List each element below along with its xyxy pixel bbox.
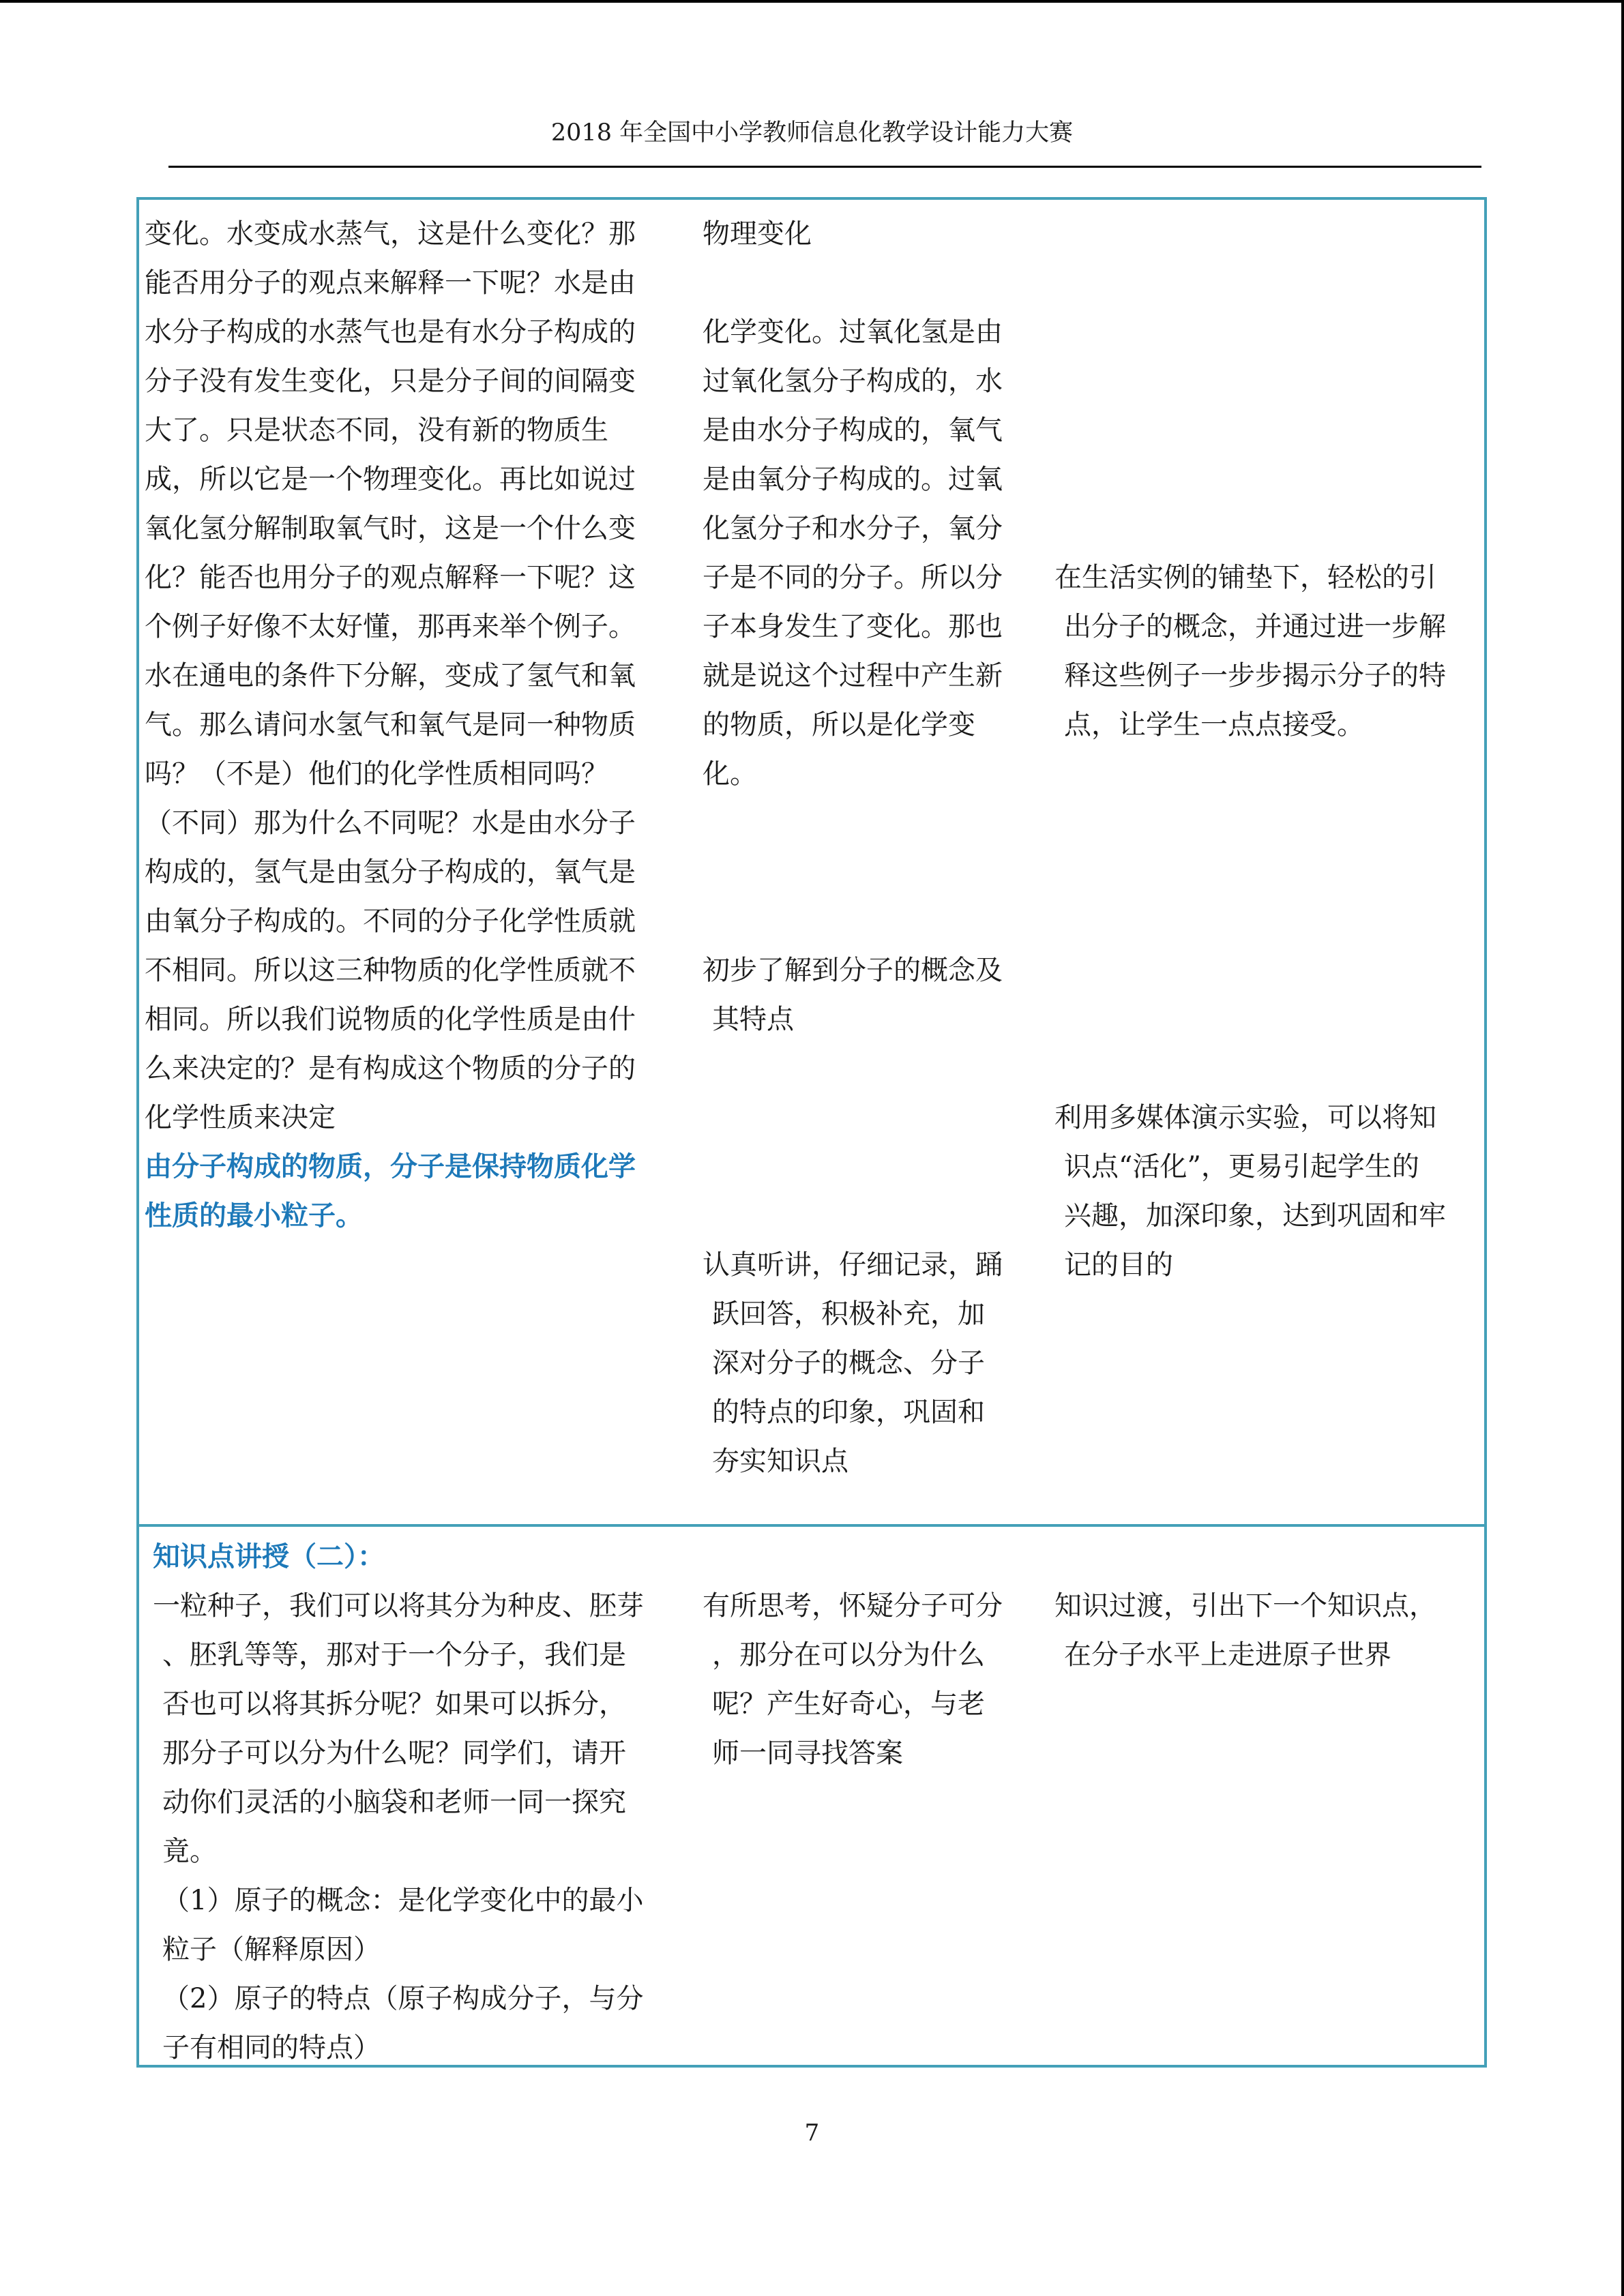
page-header: 2018 年全国中小学教师信息化教学设计能力大赛 xyxy=(550,119,1074,147)
row-separator xyxy=(139,1524,1484,1527)
text-line: ，那分在可以分为什么 xyxy=(712,1639,985,1671)
row1-teacher-text xyxy=(145,209,670,1142)
text-line: 其特点 xyxy=(712,1004,794,1035)
text-line: 个例子好像不太好懂，那再来举个例子。 xyxy=(145,611,636,642)
text-line: （1）原子的概念：是化学变化中的最小 xyxy=(162,1885,644,1916)
row1-student-cell xyxy=(703,209,1030,799)
page-number: 7 xyxy=(804,2119,820,2147)
text-line: 不相同。所以这三种物质的化学性质就不 xyxy=(145,955,636,986)
row2-student-text xyxy=(703,1581,1030,1778)
text-line: 兴趣，加深印象，达到巩固和牢 xyxy=(1064,1200,1446,1232)
text-line: 气。那么请问水氢气和氧气是同一种物质 xyxy=(145,709,636,741)
row1-intent-a xyxy=(1054,553,1477,749)
page-border-top xyxy=(0,0,1624,3)
text-line: 物理变化 xyxy=(703,218,812,250)
text-line: 子是不同的分子。所以分 xyxy=(703,562,1003,593)
text-line: 粒子（解释原因） xyxy=(162,1934,381,1965)
text-line: 利用多媒体演示实验，可以将知 xyxy=(1054,1102,1436,1133)
row1-student-b xyxy=(703,308,1030,799)
text-line: 构成的，氢气是由氢分子构成的，氧气是 xyxy=(145,856,636,888)
header-rule xyxy=(168,166,1481,168)
text-line: 么来决定的？是有构成这个物质的分子的 xyxy=(145,1053,636,1084)
text-line: 水在通电的条件下分解，变成了氢气和氧 xyxy=(145,660,636,691)
text-line: 在分子水平上走进原子世界 xyxy=(1064,1639,1391,1671)
text-line: 点，让学生一点点接受。 xyxy=(1064,709,1364,741)
row1-student-c xyxy=(703,946,1030,1044)
text-line: 初步了解到分子的概念及 xyxy=(703,955,1003,986)
text-line: 子本身发生了变化。那也 xyxy=(703,611,1003,642)
text-line: 释这些例子一步步揭示分子的特 xyxy=(1064,660,1446,691)
text-line: 呢？产生好奇心，与老 xyxy=(712,1688,985,1720)
text-line: 能否用分子的观点来解释一下呢？水是由 xyxy=(145,267,636,299)
text-line: 知识过渡，引出下一个知识点， xyxy=(1054,1590,1436,1622)
text-line: 氧化氢分解制取氧气时，这是一个什么变 xyxy=(145,513,636,544)
text-line: 吗？（不是）他们的化学性质相同吗？ xyxy=(145,758,608,790)
text-line: 那分子可以分为什么呢？同学们，请开 xyxy=(162,1738,626,1769)
text-line: 动你们灵活的小脑袋和老师一同一探究 xyxy=(162,1787,626,1818)
page-border-right xyxy=(1621,0,1624,2296)
text-line: 认真听讲，仔细记录，踊 xyxy=(703,1249,1003,1281)
text-line: （2）原子的特点（原子构成分子，与分 xyxy=(162,1983,644,2014)
text-line: 的物质，所以是化学变 xyxy=(703,709,975,741)
row2-intent-cell xyxy=(1054,1581,1477,1680)
text-line: 分子没有发生变化，只是分子间的间隔变 xyxy=(145,366,636,397)
row1-teacher-conclusion xyxy=(145,1142,670,1240)
text-line: 子有相同的特点） xyxy=(162,2032,381,2063)
text-line: 化氢分子和水分子，氧分 xyxy=(703,513,1003,544)
row1-intent-a-cell xyxy=(1054,553,1477,749)
text-line: 否也可以将其拆分呢？如果可以拆分， xyxy=(162,1688,626,1720)
text-line: 有所思考，怀疑分子可分 xyxy=(703,1590,1003,1622)
row1-student-d xyxy=(703,1240,1030,1486)
text-line: 竟。 xyxy=(162,1836,217,1867)
row1-student-a xyxy=(703,209,1030,258)
row2-intent-text xyxy=(1054,1581,1477,1680)
text-line: 的特点的印象，巩固和 xyxy=(712,1397,985,1428)
text-line: 师一同寻找答案 xyxy=(712,1738,903,1769)
text-line: 化学性质来决定 xyxy=(145,1102,336,1133)
text-line: 过氧化氢分子构成的，水 xyxy=(703,366,1003,397)
row1-student-d-cell xyxy=(703,1240,1030,1486)
row1-teacher-cell xyxy=(145,209,670,1240)
text-line: 水分子构成的水蒸气也是有水分子构成的 xyxy=(145,316,636,348)
text-line: 在生活实例的铺垫下，轻松的引 xyxy=(1054,562,1436,593)
text-line: 由氧分子构成的。不同的分子化学性质就 xyxy=(145,906,636,937)
text-line: 就是说这个过程中产生新 xyxy=(703,660,1003,691)
row2-heading: 知识点讲授（二）： xyxy=(153,1540,385,1572)
text-line: 由分子构成的物质，分子是保持物质化学 xyxy=(145,1150,636,1182)
text-line: 是由水分子构成的，氧气 xyxy=(703,415,1003,446)
text-line: 出分子的概念，并通过进一步解 xyxy=(1064,611,1446,642)
text-line: 性质的最小粒子。 xyxy=(145,1199,363,1232)
text-line: 是由氧分子构成的。过氧 xyxy=(703,464,1003,495)
text-line: 、胚乳等等，那对于一个分子，我们是 xyxy=(162,1639,626,1671)
text-line: 记的目的 xyxy=(1064,1249,1173,1281)
row2-teacher-cell xyxy=(153,1532,685,2072)
text-line: 大了。只是状态不同，没有新的物质生 xyxy=(145,415,608,446)
row1-intent-b-cell xyxy=(1054,1093,1477,1289)
text-line: 深对分子的概念、分子 xyxy=(712,1347,985,1379)
text-line: 化学变化。过氧化氢是由 xyxy=(703,316,1003,348)
lesson-table xyxy=(136,197,1487,2068)
text-line: 识点“活化”，更易引起学生的 xyxy=(1064,1151,1419,1182)
text-line: （不同）那为什么不同呢？水是由水分子 xyxy=(145,807,636,839)
row1-student-c-cell xyxy=(703,946,1030,1044)
text-line: 一粒种子，我们可以将其分为种皮、胚芽 xyxy=(153,1590,644,1622)
text-line: 化。 xyxy=(703,758,757,790)
text-line: 化？能否也用分子的观点解释一下呢？这 xyxy=(145,562,636,593)
row1-intent-b xyxy=(1054,1093,1477,1289)
spacer xyxy=(703,258,1030,308)
text-line: 成，所以它是一个物理变化。再比如说过 xyxy=(145,464,636,495)
text-line: 相同。所以我们说物质的化学性质是由什 xyxy=(145,1004,636,1035)
row2-student-cell xyxy=(703,1581,1030,1778)
text-line: 变化。水变成水蒸气，这是什么变化？那 xyxy=(145,218,636,250)
text-line: 夯实知识点 xyxy=(712,1446,848,1477)
row2-teacher-text xyxy=(153,1581,685,2072)
text-line: 跃回答，积极补充，加 xyxy=(712,1298,985,1330)
